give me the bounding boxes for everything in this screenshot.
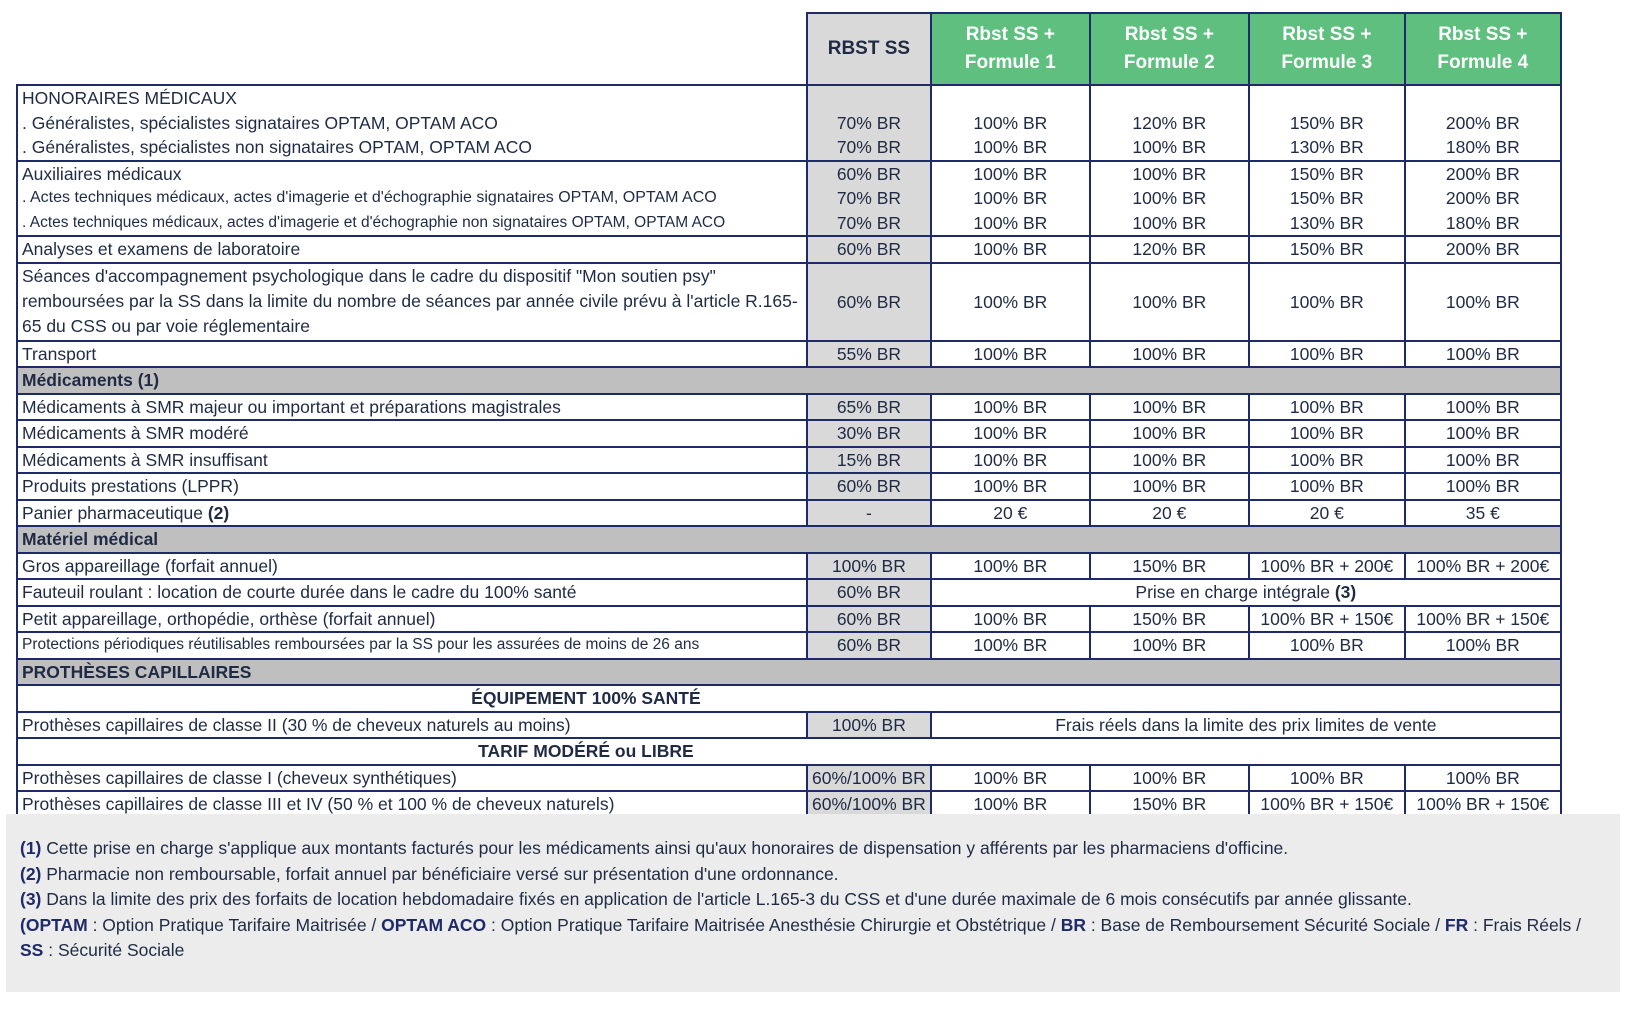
header-rbst-ss: RBST SS: [807, 13, 931, 85]
table-row: [17, 579, 1561, 606]
row-label: [17, 263, 807, 341]
table-row: [17, 211, 1561, 237]
header-formule-3: Rbst SS + Formule 3: [1249, 13, 1405, 85]
formula-4-cell: 100% BR: [1405, 473, 1561, 500]
formula-2-cell: 100% BR: [1090, 420, 1249, 447]
rbst-cell: -: [807, 500, 931, 527]
rbst-cell: 60% BR: [807, 579, 931, 606]
formula-1-cell: 100% BR: [931, 447, 1090, 474]
header-blank: [17, 13, 807, 85]
table-row: [17, 394, 1561, 421]
row-label: [17, 765, 807, 792]
formula-2-cell: 100% BR: [1090, 211, 1249, 237]
table-row: [17, 500, 1561, 527]
merged-formula-cell: [931, 712, 1561, 739]
formula-2-cell: 120% BR: [1090, 111, 1249, 136]
formula-2-cell: 20 €: [1090, 500, 1249, 527]
row-label: [17, 420, 807, 447]
footnote-2: (2) Pharmacie non remboursable, forfait annuel par bénéficiaire versé sur présentation d'une ordonnance.: [20, 863, 839, 884]
formula-4-cell: 200% BR: [1405, 186, 1561, 211]
formula-1-cell: 20 €: [931, 500, 1090, 527]
rbst-cell: [807, 85, 931, 111]
formula-3-cell: 130% BR: [1249, 135, 1405, 161]
merged-text: Frais réels dans la limite des prix limites de vente: [1055, 714, 1437, 735]
row-label-text: Gros appareillage (forfait annuel): [22, 555, 278, 576]
formula-3-cell: 100% BR: [1249, 447, 1405, 474]
formula-4-cell: 100% BR: [1405, 765, 1561, 792]
rbst-cell: 60% BR: [807, 606, 931, 633]
row-label-text: Petit appareillage, orthopédie, orthèse (forfait annuel): [22, 608, 436, 629]
merged-text: Prise en charge intégrale: [1135, 582, 1330, 603]
formula-1-cell: 100% BR: [931, 211, 1090, 237]
rbst-cell: 60% BR: [807, 473, 931, 500]
footnote-ref: (3): [1334, 582, 1357, 603]
row-label-text: Prothèses capillaires de classe I (cheveux synthétiques): [22, 767, 457, 788]
merged-formula-cell: [931, 579, 1561, 606]
formula-3-cell: 150% BR: [1249, 161, 1405, 187]
formula-3-cell: 100% BR: [1249, 341, 1405, 368]
row-label-text: Séances d'accompagnement psychologique dans le cadre du dispositif "Mon soutien psy" remboursées par la SS dans la limite du nombre de séances par année civile prévu à l'article R.165-65 du CSS ou par voie réglementaire: [22, 266, 798, 336]
row-label: [17, 135, 807, 161]
row-label: [17, 236, 807, 263]
formula-1-cell: 100% BR: [931, 161, 1090, 187]
section-header: Médicaments (1): [17, 367, 1561, 394]
row-label: [17, 553, 807, 580]
table-row: [17, 85, 1561, 111]
row-label-text: Transport: [22, 343, 97, 364]
formula-2-cell: 100% BR: [1090, 765, 1249, 792]
formula-1-cell: 100% BR: [931, 791, 1090, 818]
formula-4-cell: 100% BR + 150€: [1405, 791, 1561, 818]
formula-3-cell: 130% BR: [1249, 211, 1405, 237]
formula-cell: [931, 85, 1090, 111]
formula-4-cell: 100% BR: [1405, 632, 1561, 659]
formula-1-cell: 100% BR: [931, 135, 1090, 161]
formula-3-cell: 20 €: [1249, 500, 1405, 527]
row-label: [17, 111, 807, 136]
row-label-text: Protections périodiques réutilisables remboursées par la SS pour les assurées de moins de 26 ans: [22, 636, 700, 654]
header-formule-4: Rbst SS + Formule 4: [1405, 13, 1561, 85]
rbst-cell: 100% BR: [807, 712, 931, 739]
table-row: [17, 367, 1561, 394]
rbst-cell: 70% BR: [807, 186, 931, 211]
row-label-text: Médicaments à SMR insuffisant: [22, 449, 268, 470]
table-row: [17, 420, 1561, 447]
row-label-text: . Généralistes, spécialistes signataires OPTAM, OPTAM ACO: [22, 112, 498, 133]
formula-4-cell: 180% BR: [1405, 135, 1561, 161]
formula-4-cell: 100% BR + 150€: [1405, 606, 1561, 633]
header-row: [17, 13, 1561, 85]
row-label: [17, 500, 807, 527]
formula-4-cell: 180% BR: [1405, 211, 1561, 237]
formula-1-cell: 100% BR: [931, 632, 1090, 659]
row-label-text: Panier pharmaceutique: [22, 502, 203, 523]
formula-1-cell: 100% BR: [931, 341, 1090, 368]
table-row: [17, 659, 1561, 686]
row-label: [17, 447, 807, 474]
header-formule-2: Rbst SS + Formule 2: [1090, 13, 1249, 85]
formula-cell: [1090, 85, 1249, 111]
table-row: [17, 263, 1561, 341]
formula-1-cell: 100% BR: [931, 553, 1090, 580]
table-row: [17, 135, 1561, 161]
formula-cell: [1405, 85, 1561, 111]
section-header: Matériel médical: [17, 526, 1561, 553]
formula-1-cell: 100% BR: [931, 765, 1090, 792]
formula-1-cell: 100% BR: [931, 394, 1090, 421]
row-label-text: Médicaments à SMR modéré: [22, 423, 249, 444]
table-row: [17, 447, 1561, 474]
row-label-text: . Actes techniques médicaux, actes d'imagerie et d'échographie signataires OPTAM, OPTAM ACO: [22, 189, 717, 207]
formula-2-cell: 100% BR: [1090, 135, 1249, 161]
table-row: [17, 712, 1561, 739]
glossary: (OPTAM : Option Pratique Tarifaire Maitrisée / OPTAM ACO : Option Pratique Tarifaire Maitrisée Anesthésie Chirurgie et Obstétrique / BR : Base de Remboursement Sécurité Sociale / FR : Frais Réels / SS : Sécurité Sociale: [20, 914, 1582, 960]
formula-3-cell: 100% BR + 150€: [1249, 791, 1405, 818]
formula-1-cell: 100% BR: [931, 186, 1090, 211]
formula-cell: [1249, 85, 1405, 111]
footnote-3: (3) Dans la limite des prix des forfaits de location hebdomadaire fixés en application de l'article L.165-3 du CSS et d'une durée maximale de 6 mois consécutifs par année glissante.: [20, 889, 1412, 909]
table-row: [17, 685, 1561, 712]
rbst-cell: 70% BR: [807, 111, 931, 136]
formula-2-cell: 100% BR: [1090, 186, 1249, 211]
section-header: PROTHÈSES CAPILLAIRES: [17, 659, 1561, 686]
rbst-cell: 70% BR: [807, 211, 931, 237]
formula-2-cell: 100% BR: [1090, 263, 1249, 341]
formula-3-cell: 100% BR: [1249, 420, 1405, 447]
subsection-label: TARIF MODÉRÉ ou LIBRE: [478, 741, 694, 762]
subsection-header: [17, 685, 1561, 712]
formula-2-cell: 100% BR: [1090, 161, 1249, 187]
formula-4-cell: 100% BR: [1405, 447, 1561, 474]
table-row: [17, 186, 1561, 211]
formula-3-cell: 100% BR: [1249, 765, 1405, 792]
formula-1-cell: 100% BR: [931, 473, 1090, 500]
formula-1-cell: 100% BR: [931, 420, 1090, 447]
formula-3-cell: 150% BR: [1249, 186, 1405, 211]
row-label: HONORAIRES MÉDICAUX: [17, 85, 807, 111]
rbst-cell: 60%/100% BR: [807, 765, 931, 792]
row-label: Fauteuil roulant : location de courte durée dans le cadre du 100% santé: [17, 579, 807, 606]
table-row: [17, 111, 1561, 136]
rbst-cell: 30% BR: [807, 420, 931, 447]
rbst-cell: 70% BR: [807, 135, 931, 161]
formula-2-cell: 120% BR: [1090, 236, 1249, 263]
row-label: [17, 394, 807, 421]
formula-2-cell: 100% BR: [1090, 473, 1249, 500]
formula-2-cell: 150% BR: [1090, 606, 1249, 633]
row-label: Prothèses capillaires de classe II (30 % de cheveux naturels au moins): [17, 712, 807, 739]
row-label-text: . Généralistes, spécialistes non signataires OPTAM, OPTAM ACO: [22, 137, 532, 158]
table-row: [17, 526, 1561, 553]
table-row: [17, 738, 1561, 765]
rbst-cell: 55% BR: [807, 341, 931, 368]
formula-4-cell: 200% BR: [1405, 111, 1561, 136]
rbst-cell: 60% BR: [807, 161, 931, 187]
formula-4-cell: 100% BR: [1405, 263, 1561, 341]
row-label: [17, 161, 807, 187]
row-label-text: Produits prestations (LPPR): [22, 476, 239, 497]
formula-1-cell: 100% BR: [931, 606, 1090, 633]
formula-1-cell: 100% BR: [931, 263, 1090, 341]
rbst-cell: 15% BR: [807, 447, 931, 474]
rbst-cell: 65% BR: [807, 394, 931, 421]
formula-3-cell: 100% BR + 150€: [1249, 606, 1405, 633]
formula-4-cell: 35 €: [1405, 500, 1561, 527]
formula-2-cell: 150% BR: [1090, 553, 1249, 580]
formula-3-cell: 100% BR: [1249, 473, 1405, 500]
formula-3-cell: 100% BR: [1249, 632, 1405, 659]
footnotes: [6, 814, 1620, 992]
row-label: [17, 632, 807, 659]
table-row: [17, 632, 1561, 659]
formula-4-cell: 200% BR: [1405, 236, 1561, 263]
formula-1-cell: 100% BR: [931, 111, 1090, 136]
table-row: [17, 606, 1561, 633]
table-row: [17, 161, 1561, 187]
coverage-table: [16, 12, 1562, 819]
subsection-header: [17, 738, 1561, 765]
table-row: [17, 341, 1561, 368]
formula-4-cell: 100% BR: [1405, 420, 1561, 447]
formula-3-cell: 100% BR + 200€: [1249, 553, 1405, 580]
row-label: [17, 211, 807, 237]
header-formule-1: Rbst SS + Formule 1: [931, 13, 1090, 85]
row-label-text: Prothèses capillaires de classe III et IV (50 % et 100 % de cheveux naturels): [22, 794, 615, 815]
formula-2-cell: 150% BR: [1090, 791, 1249, 818]
table-row: [17, 765, 1561, 792]
formula-3-cell: 100% BR: [1249, 263, 1405, 341]
row-label: [17, 341, 807, 368]
formula-2-cell: 100% BR: [1090, 341, 1249, 368]
rbst-cell: 60% BR: [807, 263, 931, 341]
table-row: [17, 473, 1561, 500]
row-label-text: Médicaments à SMR majeur ou important et préparations magistrales: [22, 396, 561, 417]
formula-3-cell: 100% BR: [1249, 394, 1405, 421]
formula-4-cell: 200% BR: [1405, 161, 1561, 187]
rbst-cell: 100% BR: [807, 553, 931, 580]
formula-1-cell: 100% BR: [931, 236, 1090, 263]
row-label: [17, 606, 807, 633]
rbst-cell: 60% BR: [807, 632, 931, 659]
table-row: [17, 236, 1561, 263]
row-label: [17, 186, 807, 211]
formula-2-cell: 100% BR: [1090, 447, 1249, 474]
row-label-text: . Actes techniques médicaux, actes d'imagerie et d'échographie non signataires OPTAM, OPTAM ACO: [22, 213, 726, 231]
formula-4-cell: 100% BR + 200€: [1405, 553, 1561, 580]
footnote-ref: (2): [207, 502, 230, 523]
rbst-cell: 60% BR: [807, 236, 931, 263]
formula-2-cell: 100% BR: [1090, 632, 1249, 659]
subsection-label: ÉQUIPEMENT 100% SANTÉ: [471, 688, 701, 709]
rbst-cell: 60%/100% BR: [807, 791, 931, 818]
formula-4-cell: 100% BR: [1405, 394, 1561, 421]
formula-3-cell: 150% BR: [1249, 236, 1405, 263]
formula-4-cell: 100% BR: [1405, 341, 1561, 368]
row-label-text: Analyses et examens de laboratoire: [22, 239, 301, 260]
table-row: [17, 553, 1561, 580]
row-label-text: Auxiliaires médicaux: [22, 163, 182, 184]
row-label: [17, 473, 807, 500]
formula-3-cell: 150% BR: [1249, 111, 1405, 136]
footnote-1: (1) Cette prise en charge s'applique aux montants facturés pour les médicaments ainsi qu'aux honoraires de dispensation y afférents par les pharmaciens d'officine.: [20, 838, 1289, 858]
formula-2-cell: 100% BR: [1090, 394, 1249, 421]
